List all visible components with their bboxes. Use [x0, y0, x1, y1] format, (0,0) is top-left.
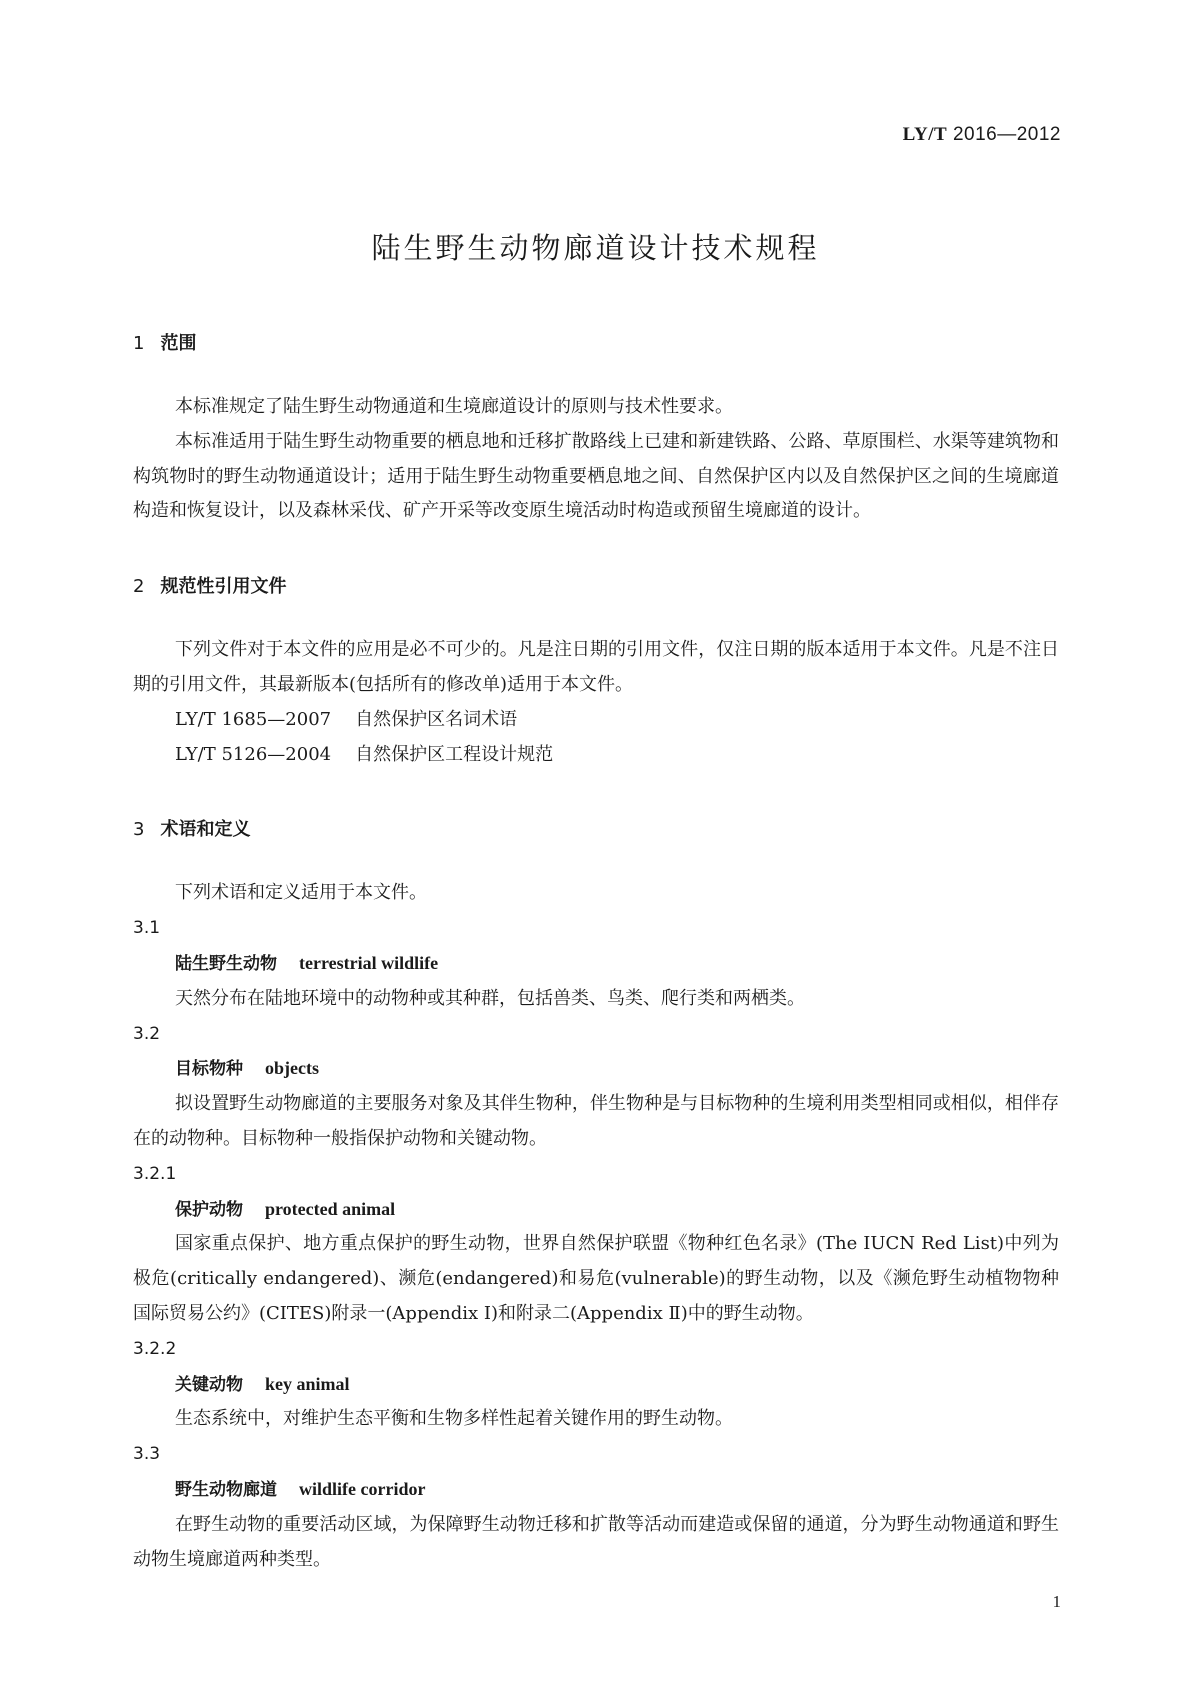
reference-item — [133, 703, 1059, 738]
clause-number: 3.3 — [133, 1444, 161, 1465]
term-entry — [133, 1367, 1059, 1403]
document-title: 陆生野生动物廊道设计技术规程 — [371, 231, 820, 265]
reference-title: 自然保护区名词术语 — [355, 708, 518, 730]
section-heading-scope: 1 范围 — [133, 333, 197, 354]
reference-code: LY/T 5126—2004 — [175, 743, 332, 765]
standard-code — [903, 124, 1061, 146]
term-zh: 关键动物 — [175, 1374, 243, 1395]
paragraph: 本标准规定了陆生野生动物通道和生境廊道设计的原则与技术性要求。 — [175, 396, 733, 417]
term-en: terrestrial wildlife — [299, 952, 439, 973]
document-body — [133, 330, 1059, 1577]
term-en: wildlife corridor — [299, 1478, 426, 1499]
section-heading-normative-references: 2 规范性引用文件 — [133, 576, 287, 598]
paragraph: 下列术语和定义适用于本文件。 — [175, 882, 427, 904]
reference-title: 自然保护区工程设计规范 — [355, 743, 554, 765]
term-zh: 陆生野生动物 — [175, 953, 277, 974]
standard-code-prefix: LY/T — [902, 124, 948, 145]
section-heading-terms-definitions: 3 术语和定义 — [133, 819, 251, 841]
term-definition: 天然分布在陆地环境中的动物种或其种群，包括兽类、鸟类、爬行类和两栖类。 — [175, 987, 805, 1009]
term-entry — [133, 946, 1059, 982]
reference-item — [133, 738, 1059, 773]
term-en: protected animal — [265, 1198, 396, 1219]
term-en: objects — [265, 1058, 319, 1079]
term-definition: 国家重点保护、地方重点保护的野生动物，世界自然保护联盟《物种红色名录》(The IUCN Red List)中列为极危(critically endangered)、濒危(endangered)和易危(vulnerable)的野生动物，以及《濒危野生动植物物种国际贸易公约》(CITES)附录一(Appendix Ⅰ)和附录二(Appendix Ⅱ)中的野生动物。 — [133, 1233, 1059, 1324]
clause-number: 3.2 — [133, 1023, 161, 1044]
clause-number: 3.2.2 — [133, 1338, 177, 1359]
term-definition: 拟设置野生动物廊道的主要服务对象及其伴生物种，伴生物种是与目标物种的生境利用类型相同或相似，相伴存在的动物种。目标物种一般指保护动物和关键动物。 — [133, 1093, 1059, 1149]
paragraph: 本标准适用于陆生野生动物重要的栖息地和迁移扩散路线上已建和新建铁路、公路、草原围栏、水渠等建筑物和构筑物时的野生动物通道设计；适用于陆生野生动物重要栖息地之间、自然保护区内以及自然保护区之间的生境廊道构造和恢复设计，以及森林采伐、矿产开采等改变原生境活动时构造或预留生境廊道的设计。 — [133, 430, 1059, 522]
clause-number: 3.2.1 — [133, 1163, 177, 1184]
standard-code-number: 2016—2012 — [952, 124, 1061, 145]
term-zh: 保护动物 — [175, 1199, 243, 1220]
term-entry — [133, 1051, 1059, 1087]
term-entry — [133, 1472, 1059, 1508]
term-zh: 野生动物廊道 — [175, 1479, 277, 1500]
clause-number: 3.1 — [133, 918, 161, 939]
reference-code: LY/T 1685—2007 — [175, 708, 332, 730]
term-zh: 目标物种 — [175, 1059, 243, 1080]
term-entry — [133, 1192, 1059, 1228]
term-definition: 生态系统中，对维护生态平衡和生物多样性起着关键作用的野生动物。 — [175, 1408, 733, 1430]
term-en: key animal — [265, 1373, 350, 1394]
paragraph: 下列文件对于本文件的应用是必不可少的。凡是注日期的引用文件，仅注日期的版本适用于本文件。凡是不注日期的引用文件，其最新版本(包括所有的修改单)适用于本文件。 — [133, 639, 1059, 695]
page-number: 1 — [1052, 1592, 1061, 1611]
term-definition: 在野生动物的重要活动区域，为保障野生动物迁移和扩散等活动而建造或保留的通道，分为野生动物通道和野生动物生境廊道两种类型。 — [133, 1513, 1059, 1570]
